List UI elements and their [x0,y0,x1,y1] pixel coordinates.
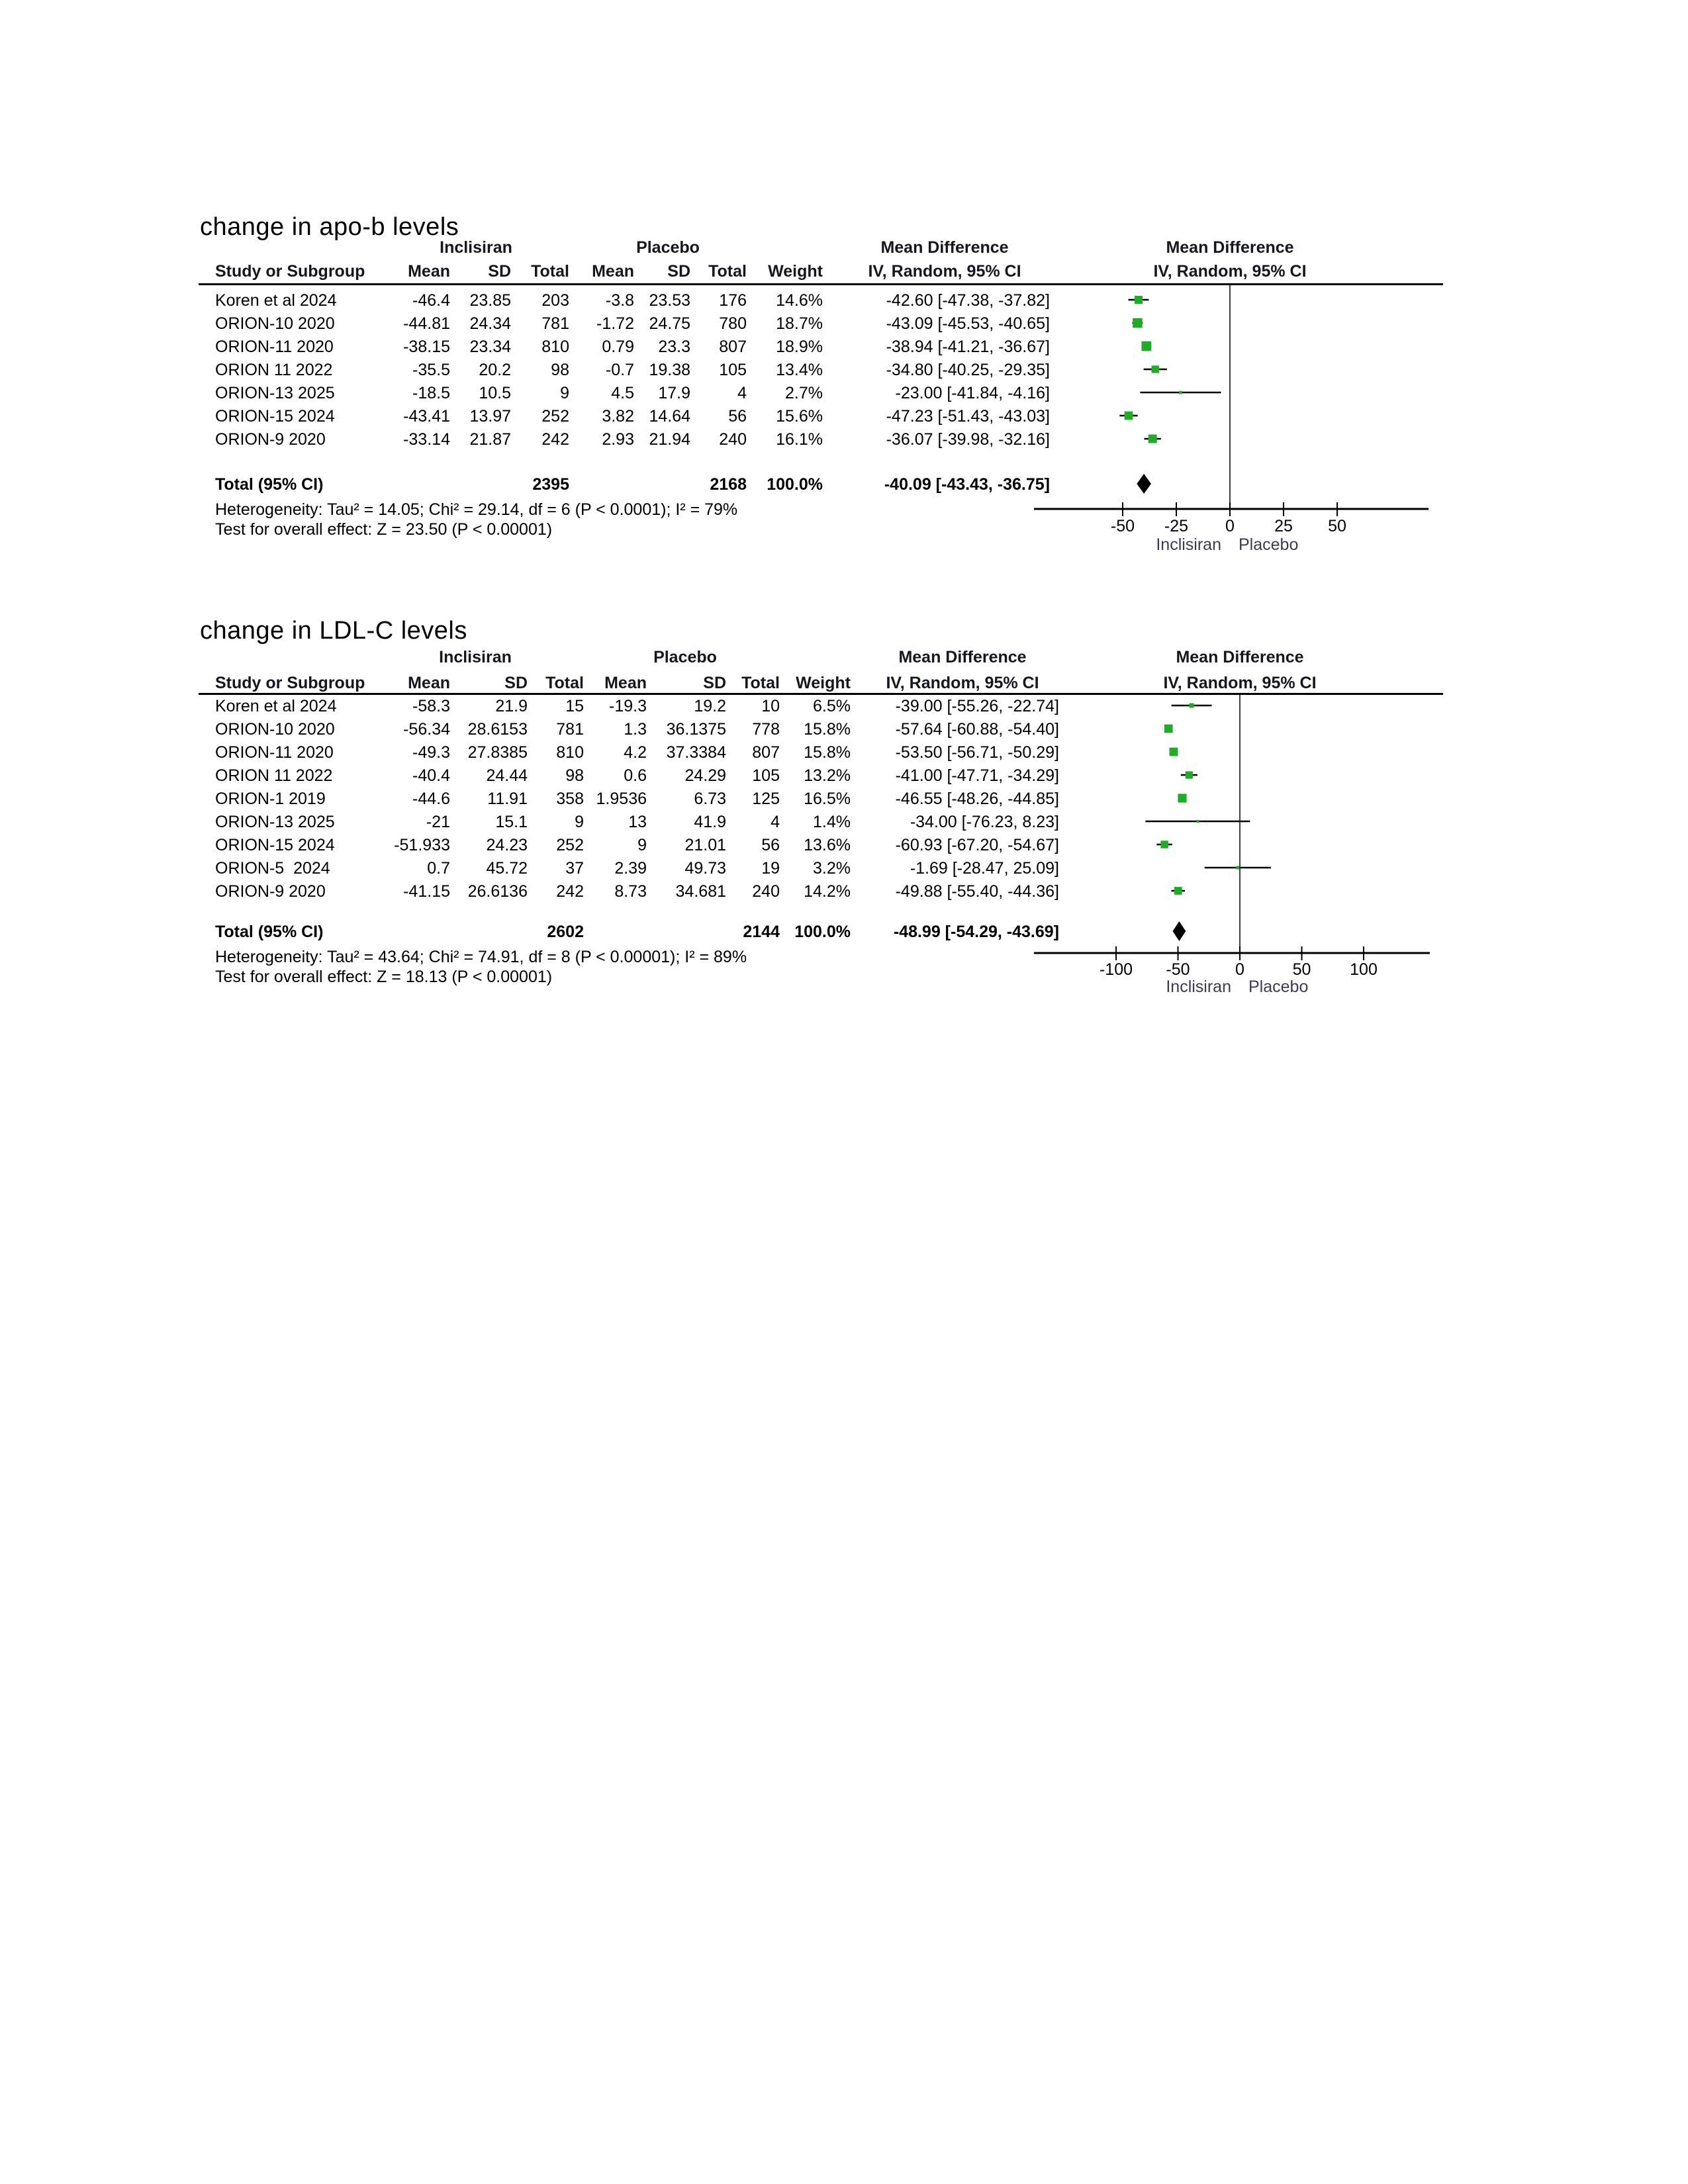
placebo-total-cell: 780 [719,314,747,333]
weight-cell: 13.2% [804,766,851,785]
forest-point-marker [1135,296,1143,304]
placebo-total-cell: 105 [719,361,747,379]
favors-right-label: Placebo [1248,978,1309,996]
study-name-cell: ORION-9 2020 [215,430,326,449]
forest-point-marker [1149,435,1157,443]
placebo-sd-cell: 37.3384 [666,743,726,762]
total-placebo-n: 2168 [710,475,747,494]
overall-effect-text: Test for overall effect: Z = 18.13 (P < 0.00001) [215,968,553,986]
placebo-total-cell: 807 [719,338,747,356]
placebo-mean-cell: 9 [637,836,647,854]
placebo-sd-cell: 19.38 [649,361,690,379]
forest-point-marker [1179,391,1182,394]
column-header-total-1: Total [545,674,584,692]
inclisiran-total-cell: 252 [541,407,569,426]
forest-point-marker [1133,318,1143,328]
study-name-cell: ORION-11 2020 [215,743,334,762]
inclisiran-total-cell: 242 [556,882,584,901]
inclisiran-sd-cell: 21.9 [495,697,528,715]
inclisiran-mean-cell: -35.5 [412,361,450,379]
column-header-mean-1: Mean [408,262,450,281]
inclisiran-sd-cell: 28.6153 [467,720,528,739]
column-header-sd-1: SD [488,262,511,281]
placebo-total-cell: 56 [761,836,780,854]
weight-cell: 6.5% [813,697,851,715]
inclisiran-sd-cell: 10.5 [479,384,511,402]
inclisiran-total-cell: 242 [541,430,569,449]
plot-header-mean-difference: Mean Difference [1176,648,1304,666]
column-header-weight: Weight [768,262,823,281]
placebo-total-cell: 4 [771,813,780,831]
placebo-total-cell: 240 [719,430,747,449]
inclisiran-sd-cell: 27.8385 [467,743,528,762]
placebo-total-cell: 19 [761,859,780,878]
group-header-inclisiran: Inclisiran [439,648,512,666]
inclisiran-mean-cell: -44.81 [403,314,450,333]
placebo-sd-cell: 34.681 [675,882,726,901]
column-header-total-2: Total [741,674,780,692]
forest-point-marker [1236,866,1239,870]
inclisiran-sd-cell: 26.6136 [467,882,528,901]
placebo-mean-cell: 0.79 [602,338,634,356]
placebo-sd-cell: 24.75 [649,314,690,333]
total-row-label: Total (95% CI) [215,475,324,494]
weight-cell: 13.4% [776,361,823,379]
inclisiran-mean-cell: 0.7 [427,859,450,878]
study-name-cell: ORION 11 2022 [215,361,333,379]
study-name-cell: ORION-10 2020 [215,720,335,739]
placebo-total-cell: 240 [752,882,780,901]
column-header-mean-1: Mean [408,674,450,692]
placebo-mean-cell: 1.3 [624,720,647,739]
favors-left-label: Inclisiran [1166,978,1231,996]
placebo-mean-cell: 13 [628,813,647,831]
ci-text-cell: -36.07 [-39.98, -32.16] [886,430,1050,449]
column-header-mean-difference: Mean Difference [880,238,1009,257]
axis-tick-label: -100 [1099,960,1133,979]
total-ci-text-cell: -48.99 [-54.29, -43.69] [893,923,1059,941]
ci-text-cell: -23.00 [-41.84, -4.16] [895,384,1050,402]
inclisiran-sd-cell: 15.1 [495,813,528,831]
study-name-cell: ORION-13 2025 [215,813,335,831]
inclisiran-sd-cell: 11.91 [487,790,528,808]
study-name-cell: ORION-15 2024 [215,407,335,426]
total-weight-cell: 100.0% [794,923,851,941]
inclisiran-sd-cell: 23.85 [469,291,511,310]
placebo-sd-cell: 23.3 [658,338,690,356]
placebo-mean-cell: 2.93 [602,430,634,449]
placebo-mean-cell: -0.7 [605,361,634,379]
total-placebo-n: 2144 [743,923,780,941]
placebo-mean-cell: -1.72 [596,314,634,333]
inclisiran-mean-cell: -33.14 [403,430,450,449]
placebo-total-cell: 4 [737,384,747,402]
forest-point-marker [1160,841,1168,848]
placebo-mean-cell: 1.9536 [596,790,647,808]
inclisiran-mean-cell: -58.3 [412,697,450,715]
ci-text-cell: -39.00 [-55.26, -22.74] [895,697,1059,715]
study-name-cell: ORION-9 2020 [215,882,326,901]
placebo-mean-cell: 3.82 [602,407,634,426]
forest-plot [1019,686,1489,1003]
total-inclisiran-n: 2602 [547,923,584,941]
weight-cell: 16.5% [804,790,851,808]
weight-cell: 15.6% [776,407,823,426]
overall-effect-text: Test for overall effect: Z = 23.50 (P < 0.00001) [215,520,553,539]
column-header-sd-2: SD [667,262,690,281]
placebo-mean-cell: 2.39 [614,859,647,878]
heterogeneity-text: Heterogeneity: Tau² = 14.05; Chi² = 29.14, df = 6 (P < 0.0001); I² = 79% [215,500,738,519]
total-row-label: Total (95% CI) [215,923,324,941]
inclisiran-mean-cell: -51.933 [394,836,450,854]
placebo-sd-cell: 21.01 [684,836,726,854]
forest-point-marker [1152,365,1159,373]
inclisiran-total-cell: 358 [556,790,584,808]
forest-point-marker [1164,725,1173,733]
inclisiran-mean-cell: -46.4 [412,291,450,310]
study-name-cell: ORION-15 2024 [215,836,335,854]
axis-tick-label: 100 [1350,960,1378,979]
study-name-cell: ORION-10 2020 [215,314,335,333]
group-header-placebo: Placebo [653,648,717,666]
weight-cell: 15.8% [804,743,851,762]
inclisiran-total-cell: 9 [575,813,584,831]
weight-cell: 1.4% [813,813,851,831]
column-header-method: IV, Random, 95% CI [868,262,1021,281]
group-header-inclisiran: Inclisiran [440,238,512,257]
ci-text-cell: -34.80 [-40.25, -29.35] [886,361,1050,379]
inclisiran-total-cell: 9 [560,384,569,402]
placebo-total-cell: 176 [719,291,747,310]
column-header-weight: Weight [796,674,851,692]
placebo-total-cell: 56 [728,407,747,426]
column-header-total-1: Total [531,262,569,281]
axis-tick-label: 0 [1225,517,1235,535]
ci-text-cell: -42.60 [-47.38, -37.82] [886,291,1050,310]
favors-right-label: Placebo [1239,535,1299,554]
inclisiran-mean-cell: -49.3 [412,743,450,762]
forest-point-marker [1196,820,1199,823]
placebo-total-cell: 125 [752,790,780,808]
placebo-sd-cell: 21.94 [649,430,690,449]
total-weight-cell: 100.0% [767,475,823,494]
group-header-placebo: Placebo [636,238,700,257]
axis-tick-label: 25 [1274,517,1293,535]
inclisiran-mean-cell: -38.15 [403,338,450,356]
weight-cell: 2.7% [785,384,823,402]
column-header-study: Study or Subgroup [215,262,365,281]
placebo-sd-cell: 6.73 [694,790,726,808]
pooled-diamond [1137,474,1151,494]
favors-left-label: Inclisiran [1156,535,1221,554]
placebo-sd-cell: 49.73 [684,859,726,878]
pooled-diamond [1172,921,1186,941]
inclisiran-sd-cell: 21.87 [469,430,511,449]
inclisiran-mean-cell: -21 [426,813,450,831]
placebo-mean-cell: -3.8 [605,291,634,310]
ci-text-cell: -46.55 [-48.26, -44.85] [895,790,1059,808]
inclisiran-total-cell: 98 [565,766,584,785]
inclisiran-total-cell: 810 [541,338,569,356]
study-name-cell: ORION-11 2020 [215,338,334,356]
weight-cell: 16.1% [776,430,823,449]
weight-cell: 3.2% [813,859,851,878]
axis-tick-label: -50 [1110,517,1135,535]
placebo-mean-cell: -19.3 [609,697,647,715]
placebo-total-cell: 105 [752,766,780,785]
inclisiran-total-cell: 781 [541,314,569,333]
inclisiran-sd-cell: 20.2 [479,361,511,379]
placebo-mean-cell: 4.2 [624,743,647,762]
placebo-mean-cell: 0.6 [624,766,647,785]
inclisiran-total-cell: 15 [565,697,584,715]
ci-text-cell: -57.64 [-60.88, -54.40] [895,720,1059,739]
ci-text-cell: -53.50 [-56.71, -50.29] [895,743,1059,762]
placebo-total-cell: 778 [752,720,780,739]
axis-tick-label: 50 [1328,517,1346,535]
column-header-mean-2: Mean [592,262,634,281]
forest-point-marker [1190,703,1194,707]
figure1-title: change in apo-b levels [200,213,459,241]
forest-point-marker [1125,412,1133,420]
inclisiran-total-cell: 203 [541,291,569,310]
plot-header-method: IV, Random, 95% CI [1153,262,1307,281]
placebo-sd-cell: 19.2 [694,697,726,715]
inclisiran-sd-cell: 24.34 [469,314,511,333]
inclisiran-total-cell: 98 [551,361,569,379]
inclisiran-mean-cell: -41.15 [403,882,450,901]
total-ci-text-cell: -40.09 [-43.43, -36.75] [884,475,1050,494]
ci-text-cell: -43.09 [-45.53, -40.65] [886,314,1050,333]
forest-point-marker [1170,748,1178,756]
inclisiran-total-cell: 37 [565,859,584,878]
placebo-sd-cell: 24.29 [684,766,726,785]
forest-plot [1019,277,1489,565]
placebo-mean-cell: 4.5 [611,384,634,402]
axis-tick-label: -25 [1164,517,1189,535]
inclisiran-mean-cell: -43.41 [403,407,450,426]
placebo-sd-cell: 41.9 [694,813,726,831]
inclisiran-sd-cell: 24.23 [486,836,528,854]
placebo-sd-cell: 14.64 [649,407,690,426]
placebo-total-cell: 10 [761,697,780,715]
study-name-cell: Koren et al 2024 [215,291,337,310]
axis-tick-label: -50 [1166,960,1190,979]
placebo-sd-cell: 23.53 [649,291,690,310]
ci-text-cell: -47.23 [-51.43, -43.03] [886,407,1050,426]
study-name-cell: ORION-1 2019 [215,790,326,808]
weight-cell: 14.6% [776,291,823,310]
weight-cell: 13.6% [804,836,851,854]
placebo-sd-cell: 17.9 [658,384,690,402]
ci-text-cell: -1.69 [-28.47, 25.09] [910,859,1059,878]
weight-cell: 18.7% [776,314,823,333]
inclisiran-mean-cell: -56.34 [403,720,450,739]
column-header-sd-2: SD [703,674,726,692]
study-name-cell: ORION-5 2024 [215,859,330,878]
column-header-sd-1: SD [504,674,528,692]
study-name-cell: Koren et al 2024 [215,697,337,715]
ci-text-cell: -49.88 [-55.40, -44.36] [895,882,1059,901]
forest-point-marker [1174,887,1182,895]
forest-point-marker [1186,771,1193,778]
plot-header-method: IV, Random, 95% CI [1163,674,1317,692]
ci-text-cell: -60.93 [-67.20, -54.67] [895,836,1059,854]
inclisiran-sd-cell: 45.72 [486,859,528,878]
forest-point-marker [1141,341,1151,351]
ci-text-cell: -38.94 [-41.21, -36.67] [886,338,1050,356]
inclisiran-total-cell: 781 [556,720,584,739]
column-header-method: IV, Random, 95% CI [886,674,1039,692]
weight-cell: 18.9% [776,338,823,356]
placebo-sd-cell: 36.1375 [666,720,726,739]
study-name-cell: ORION 11 2022 [215,766,333,785]
ci-text-cell: -41.00 [-47.71, -34.29] [895,766,1059,785]
figure2-title: change in LDL-C levels [200,617,467,645]
column-header-mean-difference: Mean Difference [898,648,1027,666]
weight-cell: 14.2% [804,882,851,901]
inclisiran-mean-cell: -44.6 [412,790,450,808]
inclisiran-total-cell: 252 [556,836,584,854]
ci-text-cell: -34.00 [-76.23, 8.23] [910,813,1059,831]
inclisiran-mean-cell: -40.4 [412,766,450,785]
heterogeneity-text: Heterogeneity: Tau² = 43.64; Chi² = 74.91, df = 8 (P < 0.00001); I² = 89% [215,948,747,966]
inclisiran-sd-cell: 23.34 [469,338,511,356]
weight-cell: 15.8% [804,720,851,739]
inclisiran-total-cell: 810 [556,743,584,762]
placebo-total-cell: 807 [752,743,780,762]
inclisiran-mean-cell: -18.5 [412,384,450,402]
total-inclisiran-n: 2395 [532,475,569,494]
study-name-cell: ORION-13 2025 [215,384,335,402]
column-header-study: Study or Subgroup [215,674,365,692]
placebo-mean-cell: 8.73 [614,882,647,901]
forest-point-marker [1178,794,1186,802]
inclisiran-sd-cell: 13.97 [469,407,511,426]
column-header-total-2: Total [708,262,747,281]
plot-header-mean-difference: Mean Difference [1166,238,1294,257]
axis-tick-label: 50 [1292,960,1311,979]
column-header-mean-2: Mean [604,674,647,692]
inclisiran-sd-cell: 24.44 [486,766,528,785]
axis-tick-label: 0 [1235,960,1244,979]
